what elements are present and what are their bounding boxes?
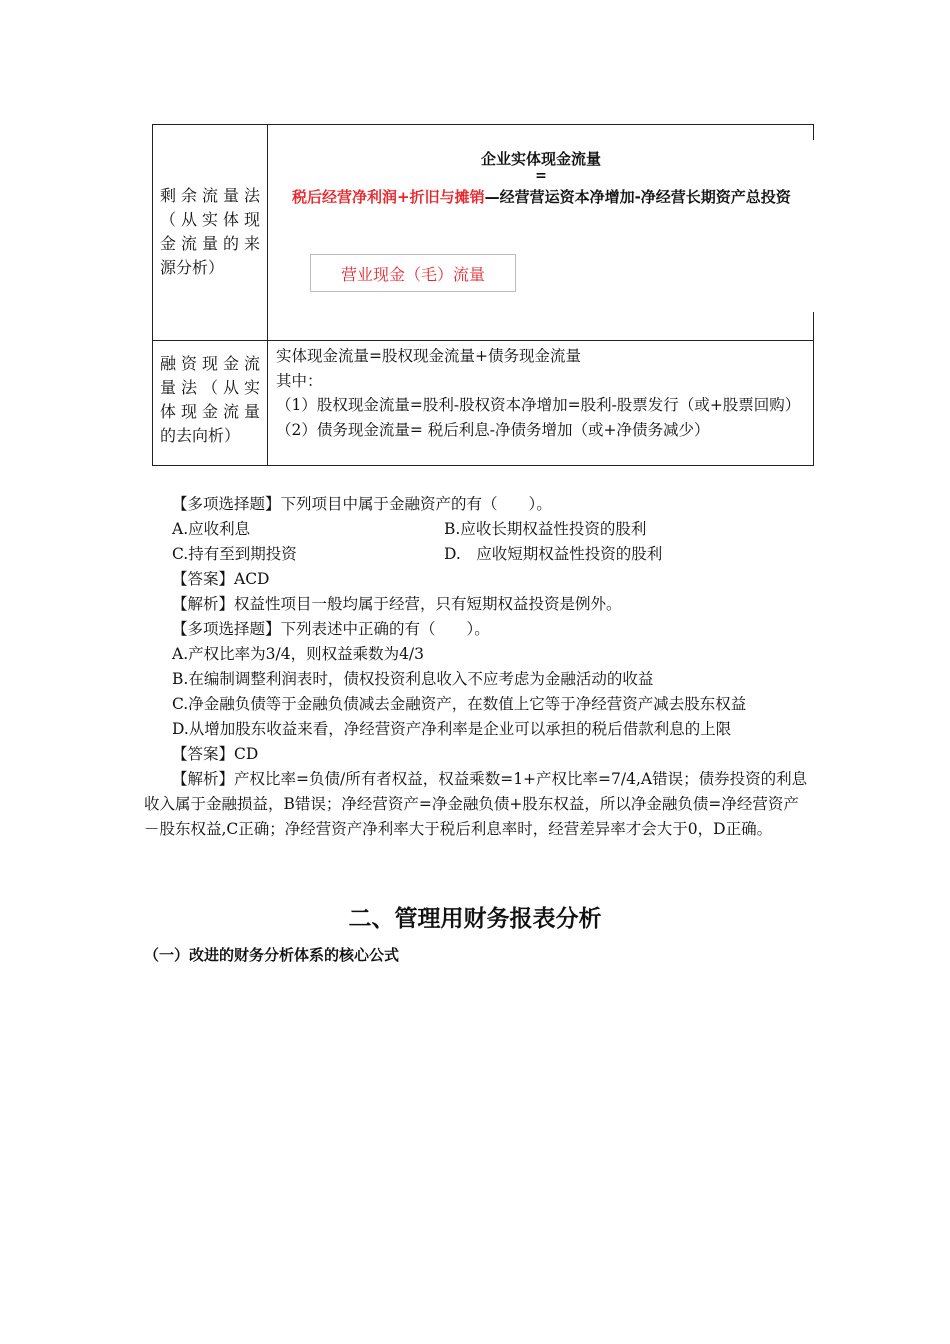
- formula-remainder: —经营营运资本净增加-净经营长期资产总投资: [484, 188, 791, 206]
- method-line: 金流量的来: [160, 234, 260, 253]
- option-b: B.应收长期权益性投资的股利: [444, 520, 647, 538]
- method-line: 体现金流量: [160, 402, 260, 421]
- table-right-border-top: [813, 124, 814, 140]
- analysis: 【解析】产权比率=负债/所有者权益，权益乘数=1+产权比率=7/4,A错误；债券投资的利息收入属于金融损益，B错误；净经营资产=净金融负债+股东权益，所以净金融负债=净经营资产－股东权益,C正确；净经营资产净利率大于税后利息率时，经营差异率才会大于0，D正确。: [144, 770, 808, 838]
- formula-title: 企业实体现金流量: [480, 150, 601, 168]
- question-stem: 【多项选择题】下列表述中正确的有（ ）。: [172, 620, 490, 638]
- option-a: A.产权比率为3/4，则权益乘数为4/3: [172, 645, 425, 663]
- option-b: B.在编制调整利润表时，债权投资利息收入不应考虑为金融活动的收益: [172, 670, 654, 688]
- formula-equals: =: [535, 168, 547, 184]
- answer: 【答案】ACD: [172, 570, 270, 588]
- method-line: 的去向析）: [160, 426, 241, 445]
- table-row-divider: [152, 340, 814, 341]
- financing-line: （1）股权现金流量=股利-股权资本净增加=股利-股票发行（或+股票回购）: [276, 396, 801, 414]
- method-line: （从实体现: [160, 210, 260, 229]
- operating-cash-flow-callout: 营业现金（毛）流量: [310, 254, 516, 292]
- options-row: [144, 517, 812, 542]
- formula-body: [292, 186, 791, 207]
- method-financing-flow: [160, 352, 260, 448]
- table-top-border: [152, 124, 814, 125]
- question-1: [144, 492, 812, 617]
- section-title: 二、管理用财务报表分析: [348, 906, 602, 932]
- question-2: [144, 617, 812, 842]
- subsection-title: （一）改进的财务分析体系的核心公式: [144, 946, 400, 964]
- option-c: C.净金融负债等于金融负债减去金融资产，在数值上它等于净经营资产减去股东权益: [172, 695, 747, 713]
- option-a: A.应收利息: [172, 520, 251, 538]
- answer: 【答案】CD: [172, 745, 259, 763]
- question-stem: 【多项选择题】下列项目中属于金融资产的有（ ）。: [172, 495, 552, 513]
- financing-line: 实体现金流量=股权现金流量+债务现金流量: [276, 347, 581, 365]
- table-right-border-bottom: [813, 312, 814, 466]
- option-d: D. 应收短期权益性投资的股利: [444, 545, 663, 563]
- method-line: 源分析）: [160, 258, 225, 277]
- financing-flow-text: [276, 344, 806, 442]
- financing-line: （2）债务现金流量= 税后利息-净债务增加（或+净债务减少）: [276, 420, 710, 439]
- options-row: [144, 542, 812, 567]
- table-bottom-border: [152, 465, 814, 466]
- table-left-border: [152, 124, 153, 466]
- option-d: D.从增加股东收益来看，净经营资产净利率是企业可以承担的税后借款利息的上限: [172, 720, 732, 738]
- method-line: 剩余流量法: [160, 186, 260, 205]
- method-line: 量法（从实: [160, 378, 260, 397]
- method-residual-flow: [160, 184, 260, 280]
- analysis: 【解析】权益性项目一般均属于经营，只有短期权益投资是例外。: [172, 595, 622, 613]
- method-line: 融资现金流: [160, 354, 260, 373]
- formula-highlight: 税后经营净利润+折旧与摊销: [292, 188, 485, 206]
- financing-line: 其中：: [276, 371, 323, 390]
- option-c: C.持有至到期投资: [172, 545, 297, 563]
